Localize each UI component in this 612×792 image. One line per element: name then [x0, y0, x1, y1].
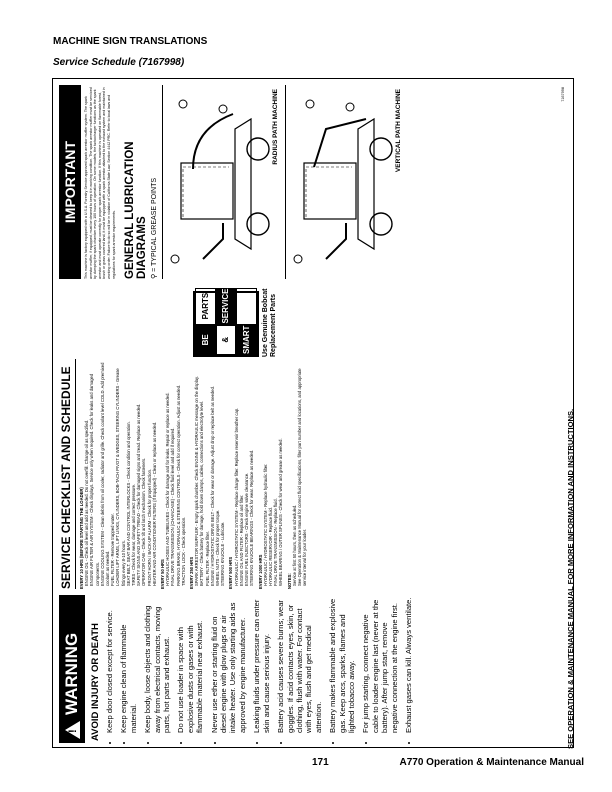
sign-rotated-content — [53, 79, 575, 749]
logo-cell — [236, 288, 257, 325]
checklist-item: FINAL DRIVE TRANSMISSION (CHAINCASE) - Check fluid level and add if required. — [170, 427, 176, 586]
checklist-section-title: EVERY 250 HRS — [189, 556, 195, 589]
logo-cell: BE — [195, 325, 216, 355]
checklist-item: BATTERY - Check battery for damage, hold down clamps, cables, connections and electrolyte level. — [199, 400, 205, 586]
checklist-item: ENGINE OIL AND FILTER - Replace oil and filter. — [238, 494, 244, 586]
checklist-item: HEATER AND AIR CONDITIONER FILTERS (If Equipped) - Clean or replace as needed. — [151, 421, 157, 586]
warning-heading: WARNING — [62, 632, 81, 715]
grease-points-label: = TYPICAL GREASE POINTS — [151, 177, 159, 272]
checklist-section-title: EVERY 50 HRS — [160, 559, 166, 589]
logo-cell: & — [216, 325, 237, 355]
checklist-item: Service at first 50 hours, then as scheduled. — [291, 504, 297, 586]
checklist-item: SEAT BELT, SEAT BAR AND CONTROL INTERLOCKS - Check condition and operation. — [125, 421, 131, 586]
warning-header — [59, 595, 85, 743]
checklist-item: SAFETY SIGNS AND SAFETY TREAD - Check for damaged signs and tread. Replace as needed. — [136, 403, 142, 586]
checklist-item: HYDRAULIC HOSES AND TUBELINES - Check for damage and for leaks. Repair or replace as needed. — [165, 392, 171, 586]
warning-subheading: AVOID INJURY OR DEATH — [90, 623, 101, 741]
checklist-item: TIRES - Check for wear, damage and correct pressure. — [131, 483, 137, 586]
vertical-path-caption: VERTICAL PATH MACHINE — [395, 89, 403, 173]
page-title: MACHINE SIGN TRANSLATIONS — [53, 36, 208, 47]
checklist-item: WHEEL NUTS - Check for proper torque. — [215, 509, 221, 586]
vertical-path-diagram — [285, 85, 404, 279]
parts-logo — [193, 287, 278, 357]
radius-path-diagram — [162, 85, 281, 279]
checklist-item: ENGINE / HYDROSTATIC DRIVE BELT - Check for wear or damage. Adjust drop or replace belt as needed. — [209, 385, 215, 586]
warning-panel — [59, 595, 567, 743]
warning-item: • Battery acid causes severe burns; wear goggles. If acid contacts eyes, skin, or clothing, flush with water. For contact with eyes, flush and get medical attention. — [276, 595, 323, 733]
checklist-item: HYDRAULIC RESERVOIR - Replace fluid. — [267, 506, 273, 586]
service-schedule-sign — [52, 78, 574, 748]
checklist-heading: SERVICE CHECKLIST AND SCHEDULE — [59, 359, 76, 589]
checklist-item: FUEL FILTER - Replace filter. — [204, 531, 210, 586]
warning-item: • Keep engine clean of flammable material. — [119, 595, 138, 733]
checklist-item: LOADER LIFT ARMS, LIFT LINKS, CYLINDERS, BOB-TACH PIVOT & WEDGES, STEERING CYLINDERS - Grease fittings every 8-10 hours. — [115, 368, 126, 586]
warning-item: • Do not use loader in space with explosive dusts or gases or with flammable material near exhaust. — [176, 595, 204, 733]
be-parts-service-smart-logo — [193, 288, 259, 357]
important-heading: IMPORTANT — [59, 85, 81, 279]
checklist-body — [79, 359, 307, 589]
checklist-item: See Operation & Maintenance Manual for correct fluid specifications, filter part number and locations, and appropriate service interval for your loader. — [296, 368, 308, 586]
checklist-footer-note: SEE OPERATION & MAINTENANCE MANUAL FOR MORE INFORMATION AND INSTRUCTIONS. — [566, 408, 575, 749]
checklist-item: ENGINE FUEL INJECTORS - Check engine valve clearance. — [244, 472, 250, 586]
page-number: 171 — [312, 757, 329, 768]
warning-item: • Leaking fluids under pressure can enter skin and cause serious injury. — [252, 595, 271, 733]
logo-cell: SMART — [236, 325, 257, 355]
warning-item: • Keep body, loose objects and clothing away from electrical contacts, moving parts, hot parts and exhaust. — [143, 595, 171, 733]
checklist-item: FUEL FILTER - Remove trapped water. — [110, 513, 116, 586]
grease-gun-icon: ⚲ — [151, 273, 159, 279]
logo-cell: PARTS — [195, 288, 216, 325]
important-panel — [59, 85, 567, 279]
checklist-item: STEERING KNUCKLE - Lubricate. — [220, 521, 226, 586]
checklist-item: FINAL DRIVE TRANSMISSION - Replace fluid. — [273, 498, 279, 586]
radius-machine-drawing — [163, 85, 273, 279]
warning-item: • Exhaust gases can kill. Always ventilate. — [404, 595, 413, 733]
warning-item: • For jump starting, connect negative cable to loader engine last (never at the battery). After jump start, remove negative connection at the engine first. — [361, 595, 399, 733]
lube-diagrams-title: GENERAL LUBRICATION DIAGRAMS — [124, 141, 149, 279]
warning-list — [105, 595, 413, 743]
warning-item: • Never use ether or starting fluid on diesel engine with glow plugs or air intake heater. Use only starting aids as approved by engine manufacturer. — [210, 595, 248, 733]
logo-cell: SERVICE — [216, 288, 237, 325]
vertical-machine-drawing — [286, 85, 396, 279]
checklist-item: ENGINE COOLING SYSTEM - Clean debris from oil cooler, radiator and grille. Check coolant level COLD. Add premixed coolant as needed. — [99, 362, 111, 586]
warning-triangle-icon: ! — [65, 721, 80, 739]
warning-item: • Keep door closed except for service. — [105, 595, 114, 733]
checklist-item: ENGINE OIL - Check oil level and add as needed. Do not overfill. Change oil as specified. — [84, 419, 90, 586]
page-subtitle: Service Schedule (7167998) — [53, 57, 185, 68]
checklist-item: TRACTION LOCK - Check operation. — [180, 516, 186, 586]
checklist-item: HYDRAULIC / HYDROSTATIC SYSTEM - Replace charge filter. Replace reservoir breather cap. — [233, 407, 239, 586]
checklist-section-title: EVERY 500 HRS — [228, 556, 234, 589]
important-body: This machine is factory equipped with a U.S.A. Forestry Service approved spark arrestor muffler system. The spark arrestor muffler, if equipped, must be cleaned to keep it in working condition. The spark arrestor muffler must be serviced by dumping the spark chamber every 100 hours of operation. On some models, the turbocharger functions as the spark arrestor and must operate correctly for proper spark arrestor function. If this machine is operated on flammable forest, brush or grass covered land, it must be equipped with a spark arrestor attached to the exhaust system and maintained in working order. Failure to do so will be in violation of California State Law, Section 4442 PRC. Refer to local laws and regulations for spark arrestor requirements. — [84, 87, 116, 279]
warning-item: • Battery makes flammable and explosive gas. Keep arcs, sparks, flames and lighted tobacco away. — [328, 595, 356, 733]
sign-part-number: 7167998 — [561, 87, 565, 102]
checklist-item: OPERATOR CAB - Check tilt and latch mechanism. Check fasteners. — [141, 457, 147, 586]
checklist-panel — [59, 359, 567, 589]
checklist-item: ENGINE AIR FILTER & AIR SYSTEM - Check displays. Service only when required. Check for leaks and damaged components. — [89, 373, 100, 586]
manual-title: A770 Operation & Maintenance Manual — [399, 757, 584, 768]
checklist-item: STEERING KNUCKLE BEARINGS - Check for wear. Replace as needed. — [249, 449, 255, 586]
grease-points-legend — [150, 85, 158, 279]
checklist-item: HYDRAULIC / HYDROSTATIC SYSTEM - Replace hydraulic filter. — [262, 463, 268, 586]
checklist-section-title: EVERY 1000 HRS — [257, 554, 263, 589]
checklist-item: FRONT HORN / BACK-UP ALARM - Check for proper function. — [146, 468, 152, 586]
checklist-section-title: EVERY 10 HRS (BEFORE STARTING THE LOADER) — [79, 487, 84, 589]
checklist-item: PARKING BRAKE, HYDRAULIC & STEERING CONTROLS - Check for correct operation. Adjust as needed. — [175, 384, 181, 586]
logo-caption: Use Genuine Bobcat Replacement Parts — [262, 288, 277, 357]
checklist-item: WHEEL BEARING / OUTER SPLINES - Check for wear and grease as needed. — [278, 438, 284, 586]
radius-path-caption: RADIUS PATH MACHINE — [272, 89, 280, 165]
checklist-item: SPARK ARRESTOR MUFFLER - Empty spark chamber. Check ENGINE & HYDRAULIC message on the display. — [194, 376, 200, 586]
checklist-section-title: NOTES: — [286, 573, 292, 589]
